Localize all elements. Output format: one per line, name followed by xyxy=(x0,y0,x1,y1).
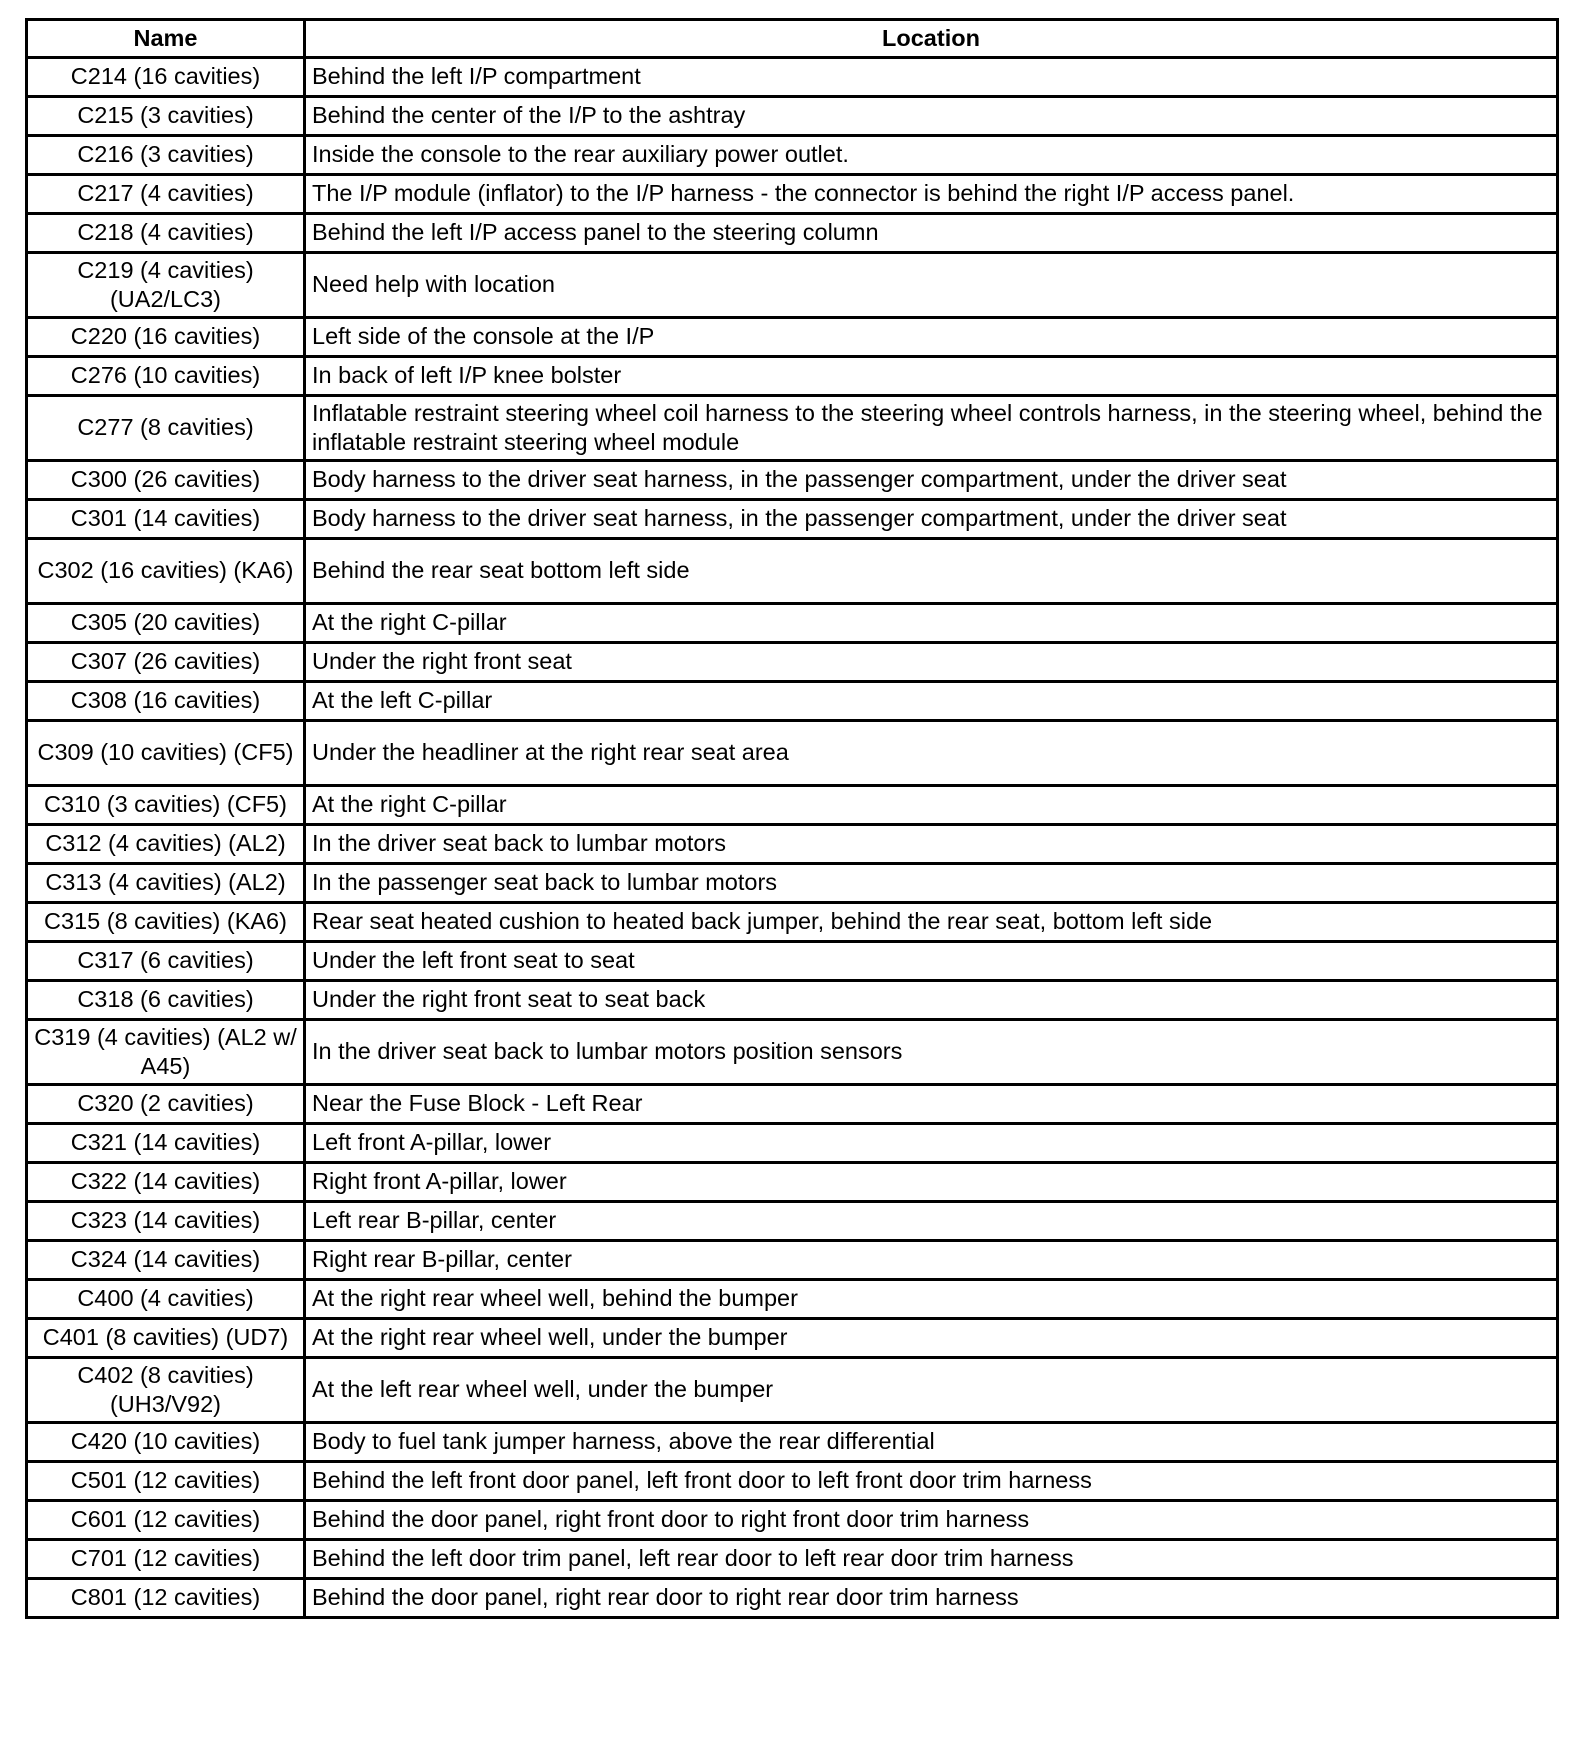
table-row xyxy=(27,1020,1558,1085)
table-row xyxy=(27,1124,1558,1163)
connector-name-cell: C313 (4 cavities) (AL2) xyxy=(27,864,305,903)
connector-location-cell: Right front A-pillar, lower xyxy=(305,1163,1558,1202)
connector-location-cell: At the right C-pillar xyxy=(305,786,1558,825)
connector-location-cell: Behind the center of the I/P to the ashtray xyxy=(305,97,1558,136)
location-column-header: Location xyxy=(305,20,1558,58)
table-row xyxy=(27,1358,1558,1423)
table-row xyxy=(27,1202,1558,1241)
connector-location-cell: Behind the door panel, right front door to right front door trim harness xyxy=(305,1501,1558,1540)
connector-location-cell: Under the right front seat xyxy=(305,643,1558,682)
connector-location-cell: The I/P module (inflator) to the I/P harness - the connector is behind the right I/P access panel. xyxy=(305,175,1558,214)
connector-name-cell: C322 (14 cavities) xyxy=(27,1163,305,1202)
table-row xyxy=(27,942,1558,981)
connector-location-cell: Body harness to the driver seat harness, in the passenger compartment, under the driver seat xyxy=(305,461,1558,500)
connector-location-cell: In the driver seat back to lumbar motors xyxy=(305,825,1558,864)
table-row xyxy=(27,1319,1558,1358)
connector-name-cell: C318 (6 cavities) xyxy=(27,981,305,1020)
connector-location-cell: Behind the left front door panel, left front door to left front door trim harness xyxy=(305,1462,1558,1501)
table-row xyxy=(27,175,1558,214)
header-row xyxy=(27,20,1558,58)
connector-location-cell: Behind the door panel, right rear door to right rear door trim harness xyxy=(305,1579,1558,1618)
connector-name-cell: C323 (14 cavities) xyxy=(27,1202,305,1241)
connector-name-cell: C402 (8 cavities) (UH3/V92) xyxy=(27,1358,305,1423)
connector-name-cell: C309 (10 cavities) (CF5) xyxy=(27,721,305,786)
connector-location-cell: Near the Fuse Block - Left Rear xyxy=(305,1085,1558,1124)
connector-name-cell: C701 (12 cavities) xyxy=(27,1540,305,1579)
table-row xyxy=(27,97,1558,136)
table-row xyxy=(27,1501,1558,1540)
connector-location-cell: In back of left I/P knee bolster xyxy=(305,357,1558,396)
connector-name-cell: C218 (4 cavities) xyxy=(27,214,305,253)
connector-name-cell: C215 (3 cavities) xyxy=(27,97,305,136)
connector-location-cell: At the right rear wheel well, under the bumper xyxy=(305,1319,1558,1358)
connector-location-cell: Inflatable restraint steering wheel coil harness to the steering wheel controls harness, in the steering wheel, behind the inflatable restraint steering wheel module xyxy=(305,396,1558,461)
table-body xyxy=(27,58,1558,1618)
connector-name-cell: C320 (2 cavities) xyxy=(27,1085,305,1124)
table-row xyxy=(27,500,1558,539)
connector-name-cell: C277 (8 cavities) xyxy=(27,396,305,461)
connector-location-cell: Need help with location xyxy=(305,253,1558,318)
connector-name-cell: C321 (14 cavities) xyxy=(27,1124,305,1163)
connector-location-cell: Right rear B-pillar, center xyxy=(305,1241,1558,1280)
connector-location-cell: Body to fuel tank jumper harness, above the rear differential xyxy=(305,1423,1558,1462)
connector-location-cell: Behind the left I/P access panel to the steering column xyxy=(305,214,1558,253)
connector-name-cell: C601 (12 cavities) xyxy=(27,1501,305,1540)
connector-location-cell: Rear seat heated cushion to heated back jumper, behind the rear seat, bottom left side xyxy=(305,903,1558,942)
table-row xyxy=(27,682,1558,721)
connector-location-cell: At the right rear wheel well, behind the bumper xyxy=(305,1280,1558,1319)
table-row xyxy=(27,903,1558,942)
connector-name-cell: C302 (16 cavities) (KA6) xyxy=(27,539,305,604)
connector-location-cell: Behind the left I/P compartment xyxy=(305,58,1558,97)
connector-name-cell: C300 (26 cavities) xyxy=(27,461,305,500)
table-row xyxy=(27,825,1558,864)
connector-name-cell: C219 (4 cavities) (UA2/LC3) xyxy=(27,253,305,318)
connector-location-cell: Body harness to the driver seat harness, in the passenger compartment, under the driver seat xyxy=(305,500,1558,539)
connector-location-table xyxy=(25,18,1559,1619)
table-row xyxy=(27,214,1558,253)
table-row xyxy=(27,1163,1558,1202)
connector-location-cell: Under the left front seat to seat xyxy=(305,942,1558,981)
table-row xyxy=(27,604,1558,643)
table-row xyxy=(27,396,1558,461)
table-row xyxy=(27,864,1558,903)
connector-name-cell: C310 (3 cavities) (CF5) xyxy=(27,786,305,825)
connector-name-cell: C305 (20 cavities) xyxy=(27,604,305,643)
table-row xyxy=(27,1579,1558,1618)
connector-location-cell: Behind the left door trim panel, left rear door to left rear door trim harness xyxy=(305,1540,1558,1579)
connector-name-cell: C501 (12 cavities) xyxy=(27,1462,305,1501)
connector-name-cell: C420 (10 cavities) xyxy=(27,1423,305,1462)
connector-location-cell: Behind the rear seat bottom left side xyxy=(305,539,1558,604)
connector-name-cell: C308 (16 cavities) xyxy=(27,682,305,721)
connector-location-cell: Under the right front seat to seat back xyxy=(305,981,1558,1020)
table-row xyxy=(27,1540,1558,1579)
connector-name-cell: C801 (12 cavities) xyxy=(27,1579,305,1618)
name-column-header: Name xyxy=(27,20,305,58)
connector-location-cell: Inside the console to the rear auxiliary power outlet. xyxy=(305,136,1558,175)
table-row xyxy=(27,318,1558,357)
connector-location-cell: At the right C-pillar xyxy=(305,604,1558,643)
table-row xyxy=(27,461,1558,500)
connector-location-cell: At the left rear wheel well, under the bumper xyxy=(305,1358,1558,1423)
connector-name-cell: C214 (16 cavities) xyxy=(27,58,305,97)
table-row xyxy=(27,1085,1558,1124)
connector-location-cell: At the left C-pillar xyxy=(305,682,1558,721)
connector-name-cell: C312 (4 cavities) (AL2) xyxy=(27,825,305,864)
connector-name-cell: C220 (16 cavities) xyxy=(27,318,305,357)
table-row xyxy=(27,981,1558,1020)
connector-name-cell: C400 (4 cavities) xyxy=(27,1280,305,1319)
connector-name-cell: C401 (8 cavities) (UD7) xyxy=(27,1319,305,1358)
connector-location-cell: Left side of the console at the I/P xyxy=(305,318,1558,357)
connector-name-cell: C317 (6 cavities) xyxy=(27,942,305,981)
connector-location-cell: In the driver seat back to lumbar motors position sensors xyxy=(305,1020,1558,1085)
table-row xyxy=(27,357,1558,396)
table-row xyxy=(27,1280,1558,1319)
connector-name-cell: C276 (10 cavities) xyxy=(27,357,305,396)
table-row xyxy=(27,1241,1558,1280)
connector-name-cell: C301 (14 cavities) xyxy=(27,500,305,539)
connector-location-cell: In the passenger seat back to lumbar motors xyxy=(305,864,1558,903)
table-row xyxy=(27,643,1558,682)
connector-location-cell: Left rear B-pillar, center xyxy=(305,1202,1558,1241)
table-row xyxy=(27,58,1558,97)
connector-name-cell: C216 (3 cavities) xyxy=(27,136,305,175)
table-row xyxy=(27,539,1558,604)
table-row xyxy=(27,253,1558,318)
table-row xyxy=(27,721,1558,786)
table-row xyxy=(27,1462,1558,1501)
table-row xyxy=(27,786,1558,825)
connector-name-cell: C307 (26 cavities) xyxy=(27,643,305,682)
connector-name-cell: C217 (4 cavities) xyxy=(27,175,305,214)
connector-location-cell: Under the headliner at the right rear seat area xyxy=(305,721,1558,786)
connector-name-cell: C324 (14 cavities) xyxy=(27,1241,305,1280)
connector-name-cell: C315 (8 cavities) (KA6) xyxy=(27,903,305,942)
table-row xyxy=(27,1423,1558,1462)
table-row xyxy=(27,136,1558,175)
connector-name-cell: C319 (4 cavities) (AL2 w/ A45) xyxy=(27,1020,305,1085)
connector-location-cell: Left front A-pillar, lower xyxy=(305,1124,1558,1163)
